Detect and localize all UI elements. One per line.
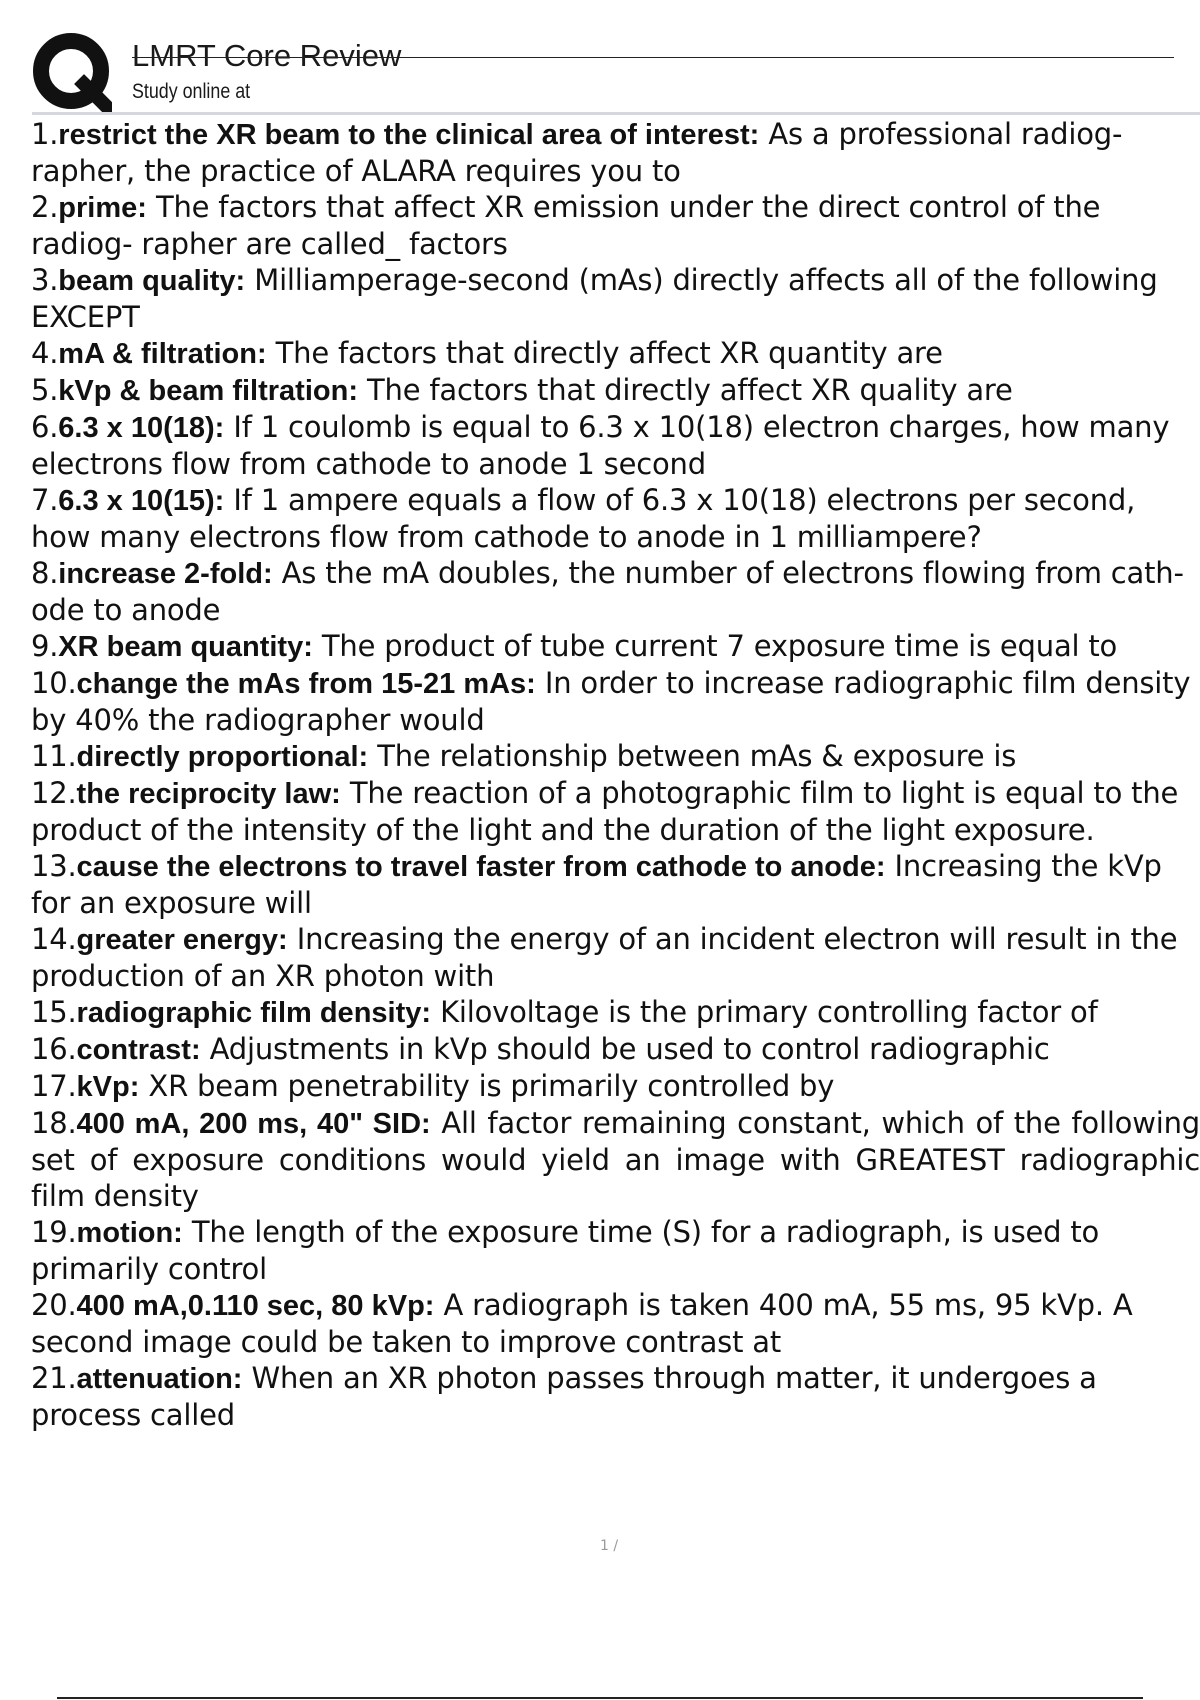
- list-item: [31, 482, 1200, 555]
- list-item: [31, 994, 1200, 1031]
- item-term: cause the electrons to travel faster from cathode to anode:: [76, 851, 886, 883]
- item-number: 6.: [31, 410, 59, 444]
- item-definition: The length of the exposure time (S) for a radiograph, is used to primarily control: [31, 1215, 1100, 1286]
- item-definition: The product of tube current 7 exposure time is equal to: [321, 629, 1118, 663]
- item-number: 9.: [31, 629, 59, 663]
- item-number: 11.: [31, 739, 77, 773]
- item-term: 400 mA, 200 ms, 40" SID:: [76, 1108, 431, 1140]
- item-term: motion:: [76, 1217, 183, 1249]
- item-definition: The factors that directly affect XR quality are: [367, 373, 1013, 407]
- item-term: XR beam quantity:: [58, 631, 313, 663]
- item-number: 7.: [31, 483, 59, 517]
- list-item: [31, 1068, 1200, 1105]
- item-term: contrast:: [76, 1034, 201, 1066]
- list-item: [31, 665, 1200, 738]
- list-item: [31, 1031, 1200, 1068]
- list-item: [31, 1360, 1200, 1433]
- item-number: 16.: [31, 1032, 77, 1066]
- document-title: LMRT Core Review: [132, 38, 402, 73]
- item-number: 8.: [31, 556, 59, 590]
- item-term: the reciprocity law:: [76, 778, 341, 810]
- page-number: 1 /: [600, 1538, 619, 1554]
- list-item: [31, 262, 1200, 335]
- item-term: 400 mA,0.110 sec, 80 kVp:: [76, 1290, 435, 1322]
- page-header: [32, 32, 1200, 112]
- item-definition: Increasing the kVp for an exposure will: [31, 849, 1162, 920]
- header-divider: [32, 112, 1200, 115]
- list-item: [31, 335, 1200, 372]
- item-number: 20.: [31, 1288, 77, 1322]
- item-definition: The relationship between mAs & exposure is: [377, 739, 1017, 773]
- item-definition: In order to increase radiographic film density by 40% the radiographer would: [31, 666, 1191, 737]
- item-definition: Adjustments in kVp should be used to control radiographic: [209, 1032, 1050, 1066]
- item-definition: The reaction of a photographic film to light is equal to the product of the intensity of the light and the duration of the light exposure.: [31, 776, 1179, 847]
- item-definition: As a professional radiog- rapher, the practice of ALARA requires you to: [31, 117, 1123, 188]
- item-definition: When an XR photon passes through matter, it undergoes a process called: [31, 1361, 1097, 1432]
- item-number: 15.: [31, 995, 77, 1029]
- item-number: 10.: [31, 666, 77, 700]
- item-definition: Increasing the energy of an incident electron will result in the production of an XR photon with: [31, 922, 1178, 993]
- item-term: kVp:: [76, 1071, 140, 1103]
- list-item: [31, 848, 1200, 921]
- item-term: restrict the XR beam to the clinical area of interest:: [58, 119, 760, 151]
- item-term: radiographic film density:: [76, 997, 432, 1029]
- list-item: [31, 1105, 1200, 1214]
- item-definition: A radiograph is taken 400 mA, 55 ms, 95 kVp. A second image could be taken to improve contrast at: [31, 1288, 1133, 1359]
- item-number: 4.: [31, 336, 59, 370]
- item-definition: The factors that affect XR emission under the direct control of the radiog- rapher are called_ factors: [31, 190, 1101, 261]
- item-term: increase 2-fold:: [58, 558, 273, 590]
- item-number: 21.: [31, 1361, 77, 1395]
- item-term: change the mAs from 15-21 mAs:: [76, 668, 536, 700]
- item-term: attenuation:: [76, 1363, 243, 1395]
- list-item: [31, 1214, 1200, 1287]
- list-item: [31, 555, 1200, 628]
- item-term: mA & filtration:: [58, 338, 267, 370]
- item-term: kVp & beam filtration:: [58, 375, 358, 407]
- list-item: [31, 628, 1200, 665]
- item-term: directly proportional:: [76, 741, 369, 773]
- quizlet-logo-icon: [32, 32, 112, 112]
- item-term: prime:: [58, 192, 147, 224]
- item-number: 5.: [31, 373, 59, 407]
- footer-divider: [57, 1697, 1143, 1699]
- item-definition: If 1 ampere equals a flow of 6.3 x 10(18) electrons per second, how many electrons flow from cathode to anode in 1 milliampere?: [31, 483, 1136, 554]
- title-strike-line: [132, 57, 1174, 58]
- item-number: 14.: [31, 922, 77, 956]
- item-definition: As the mA doubles, the number of electrons flowing from cath- ode to anode: [31, 556, 1184, 627]
- list-item: [31, 738, 1200, 775]
- list-item: [31, 189, 1200, 262]
- item-term: greater energy:: [76, 924, 288, 956]
- item-number: 13.: [31, 849, 77, 883]
- item-number: 12.: [31, 776, 77, 810]
- item-definition: Kilovoltage is the primary controlling factor of: [440, 995, 1098, 1029]
- item-definition: If 1 coulomb is equal to 6.3 x 10(18) electron charges, how many electrons flow from cathode to anode 1 second: [31, 410, 1170, 481]
- flashcard-list: [31, 116, 1200, 1433]
- item-definition: All factor remaining constant, which of the following set of exposure conditions would yield an image with GREATEST radiographic film density: [31, 1106, 1200, 1213]
- item-definition: The factors that directly affect XR quantity are: [275, 336, 943, 370]
- item-term: 6.3 x 10(15):: [58, 485, 225, 517]
- item-number: 17.: [31, 1069, 77, 1103]
- item-definition: Milliamperage-second (mAs) directly affects all of the following EXCEPT: [31, 263, 1158, 334]
- item-number: 1.: [31, 117, 59, 151]
- list-item: [31, 775, 1200, 848]
- list-item: [31, 116, 1200, 189]
- study-online-text: Study online at: [132, 80, 251, 103]
- item-number: 19.: [31, 1215, 77, 1249]
- list-item: [31, 921, 1200, 994]
- item-term: 6.3 x 10(18):: [58, 412, 225, 444]
- item-definition: XR beam penetrability is primarily controlled by: [148, 1069, 835, 1103]
- list-item: [31, 1287, 1200, 1360]
- list-item: [31, 409, 1200, 482]
- item-number: 18.: [31, 1106, 77, 1140]
- item-number: 3.: [31, 263, 59, 297]
- item-number: 2.: [31, 190, 59, 224]
- item-term: beam quality:: [58, 265, 246, 297]
- list-item: [31, 372, 1200, 409]
